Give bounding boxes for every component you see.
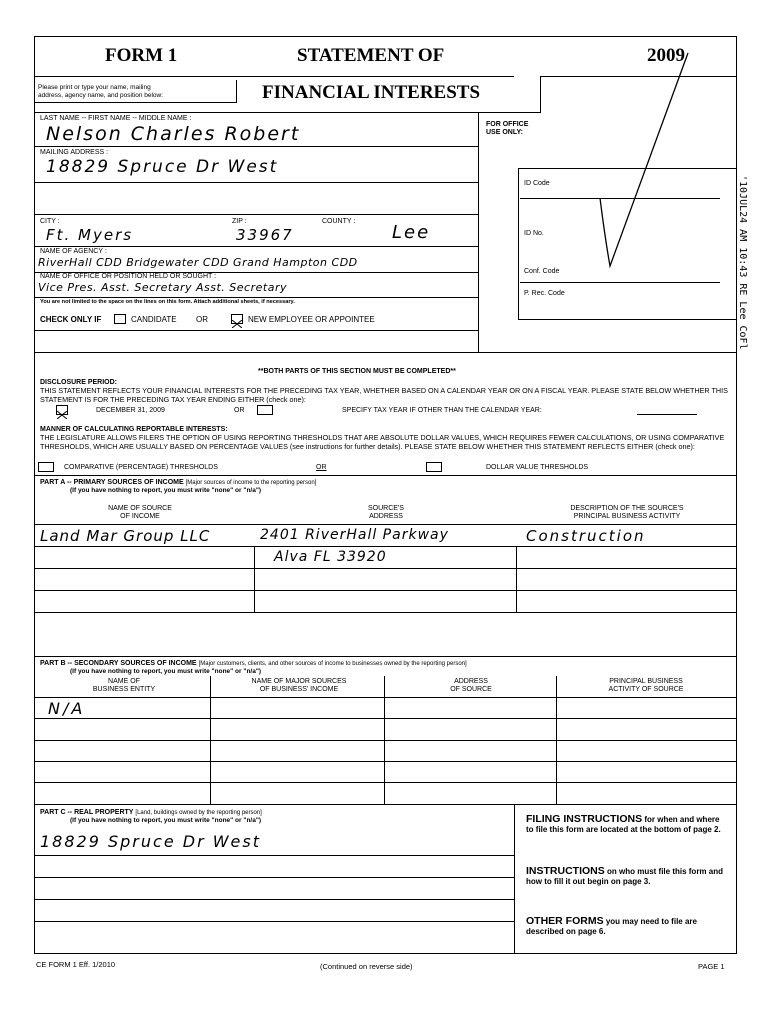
agency-value[interactable]: RiverHall CDD Bridgewater CDD Grand Hampton CDD: [38, 256, 358, 269]
checkmark-signature: [580, 48, 700, 273]
filing-title: FILING INSTRUCTIONS: [526, 813, 643, 825]
part-c-subnote: (If you have nothing to report, you must write "none" or "n/a"): [70, 817, 262, 824]
county-label: COUNTY :: [322, 218, 356, 225]
part-a-col2-line2: ADDRESS: [369, 513, 403, 520]
dollar-label: DOLLAR VALUE THRESHOLDS: [486, 464, 589, 471]
part-a-row1-name[interactable]: Land Mar Group LLC: [40, 527, 211, 545]
print-note-line1: Please print or type your name, mailing: [38, 84, 151, 91]
both-parts-note: **BOTH PARTS OF THIS SECTION MUST BE COMPLETED**: [258, 368, 456, 375]
dec31-label: DECEMBER 31, 2009: [96, 407, 165, 414]
form-title-line2: FINANCIAL INTERESTS: [262, 82, 481, 103]
part-b-col2-header: [212, 678, 386, 694]
part-a-subnote: (If you have nothing to report, you must write "none" or "n/a"): [70, 487, 262, 494]
name-value[interactable]: Nelson Charles Robert: [46, 123, 301, 145]
form-number: FORM 1: [105, 45, 178, 66]
other-forms-block: [526, 916, 726, 937]
p-rec-code-label: P. Rec. Code: [524, 290, 565, 297]
part-a-col1-line1: NAME OF SOURCE: [108, 505, 172, 512]
part-b-subnote: (If you have nothing to report, you must write "none" or "n/a"): [70, 668, 262, 675]
filing-instructions: [526, 814, 726, 835]
comparative-checkbox[interactable]: [38, 462, 54, 472]
part-b-col3-header: [386, 678, 556, 694]
part-a-row1-desc[interactable]: Construction: [526, 527, 646, 545]
part-b-col3-line2: OF SOURCE: [450, 686, 492, 693]
part-b-col1-header: [36, 678, 212, 694]
form-title-line1: STATEMENT OF: [297, 45, 445, 66]
part-c-title-note: [Land, buildings owned by the reporting person]: [135, 810, 262, 816]
part-b-col1-line1: NAME OF: [108, 678, 140, 685]
part-b-col4-line2: ACTIVITY OF SOURCE: [608, 686, 684, 693]
part-b-title-main: PART B -- SECONDARY SOURCES OF INCOME: [40, 660, 197, 667]
part-b-title-note: [Major customers, clients, and other sources of income to businesses owned by the reporting person]: [198, 661, 467, 667]
part-a-col1-line2: OF INCOME: [120, 513, 160, 520]
part-a-row1-address[interactable]: 2401 RiverHall Parkway: [260, 527, 449, 543]
office-label: NAME OF OFFICE OR POSITION HELD OR SOUGHT :: [40, 273, 217, 280]
space-note: You are not limited to the space on the lines on this form. Attach additional sheets, if necessary.: [40, 299, 295, 305]
candidate-checkbox[interactable]: [114, 314, 126, 324]
conf-code-label: Conf. Code: [524, 268, 560, 275]
new-employee-label: NEW EMPLOYEE OR APPOINTEE: [248, 315, 375, 324]
part-b-col2-line2: OF BUSINESS' INCOME: [259, 686, 339, 693]
dollar-checkbox[interactable]: [426, 462, 442, 472]
disclosure-or: OR: [234, 407, 245, 414]
mailing-value[interactable]: 18829 Spruce Dr West: [46, 157, 279, 177]
instr-text: on who must file this form and how to fill it out begin on page 3.: [526, 867, 723, 886]
part-b-col3-line1: ADDRESS: [454, 678, 488, 685]
office-use-label-1: FOR OFFICE: [486, 121, 529, 128]
part-a-col2-line1: SOURCE'S: [368, 505, 404, 512]
part-b-row1-name[interactable]: N/A: [48, 699, 86, 718]
print-note-line2: address, agency name, and position below:: [38, 92, 164, 99]
filing-text: for when and where to file this form are located at the bottom of page 2.: [526, 815, 721, 834]
footer-right: PAGE 1: [698, 962, 725, 971]
part-a-title-note: [Major sources of income to the reporting person]: [185, 480, 317, 486]
part-c-title-main: PART C -- REAL PROPERTY: [40, 809, 134, 816]
city-value[interactable]: Ft. Myers: [46, 226, 134, 244]
check-or-label: OR: [196, 315, 208, 324]
specify-label: SPECIFY TAX YEAR IF OTHER THAN THE CALENDAR YEAR:: [342, 407, 542, 414]
received-stamp: '10JUL24 AM 10:43 RE Lee CoFl: [737, 175, 748, 350]
candidate-label: CANDIDATE: [131, 315, 177, 324]
part-a-col3-line2: PRINCIPAL BUSINESS ACTIVITY: [573, 513, 681, 520]
part-c-row1[interactable]: 18829 Spruce Dr West: [40, 832, 261, 851]
part-a-col3-header: [518, 505, 736, 521]
dec31-checkbox[interactable]: [56, 405, 68, 415]
part-b-col4-header: [556, 678, 736, 694]
manner-text: THE LEGISLATURE ALLOWS FILERS THE OPTION OF USING REPORTING THRESHOLDS THAT ARE ABSOLUTE DOLLAR VALUES, WHICH REQUIRES FEWER CALCULATIONS, OR USING COMPARATIVE THRESHOLDS, WHICH ARE USUALLY BASED ON PERCENTAGE VALUES (see instructions for further details). PLEASE STATE BELOW WHETHER THIS STATEMENT REFLECTS EITHER (check one):: [40, 433, 725, 451]
part-a-title-main: PART A -- PRIMARY SOURCES OF INCOME: [40, 479, 184, 486]
part-b-col1-line2: BUSINESS ENTITY: [92, 686, 156, 693]
specify-checkbox[interactable]: [257, 405, 273, 415]
mailing-label: MAILING ADDRESS :: [40, 149, 109, 156]
instructions-block: [526, 866, 726, 887]
manner-title: MANNER OF CALCULATING REPORTABLE INTERESTS:: [40, 426, 228, 433]
check-only-if: CHECK ONLY IF: [40, 315, 102, 324]
comparative-label: COMPARATIVE (PERCENTAGE) THRESHOLDS: [64, 464, 218, 471]
part-a-row1-address2[interactable]: Alva FL 33920: [274, 549, 387, 565]
zip-value[interactable]: 33967: [236, 226, 294, 244]
instr-title: INSTRUCTIONS: [526, 865, 605, 877]
other-title: OTHER FORMS: [526, 915, 604, 927]
office-use-label-2: USE ONLY:: [486, 129, 523, 136]
part-a-col1-header: [40, 505, 240, 521]
part-a-col2-header: [256, 505, 516, 521]
form-year: 2009: [647, 45, 685, 66]
period-title: DISCLOSURE PERIOD:: [40, 379, 118, 386]
part-b-col4-line1: PRINCIPAL BUSINESS: [609, 678, 683, 685]
period-text: THIS STATEMENT REFLECTS YOUR FINANCIAL INTERESTS FOR THE PRECEDING TAX YEAR, WHETHER BASED ON A CALENDAR YEAR OR ON A FISCAL YEAR. PLEASE STATE BELOW WHETHER THIS STATEMENT IS FOR THE PRECEDING TAX YEAR ENDING EITHER (check one):: [40, 386, 728, 404]
other-text: you may need to file are described on page 6.: [526, 917, 697, 936]
city-label: CITY :: [40, 218, 60, 225]
agency-label: NAME OF AGENCY :: [40, 248, 107, 255]
new-employee-checkbox[interactable]: [231, 314, 243, 324]
id-code-label: ID Code: [524, 180, 550, 187]
zip-label: ZIP :: [232, 218, 247, 225]
part-b-col2-line1: NAME OF MAJOR SOURCES: [251, 678, 347, 685]
office-value[interactable]: Vice Pres. Asst. Secretary Asst. Secretary: [38, 281, 287, 294]
part-a-col3-line1: DESCRIPTION OF THE SOURCE'S: [570, 505, 684, 512]
footer-center: (Continued on reverse side): [320, 962, 413, 971]
county-value[interactable]: Lee: [392, 222, 431, 243]
name-label: LAST NAME -- FIRST NAME -- MIDDLE NAME :: [40, 115, 192, 122]
footer-left: CE FORM 1 Eff. 1/2010: [36, 960, 116, 969]
threshold-or: OR: [316, 464, 327, 471]
id-no-label: ID No.: [524, 230, 544, 237]
